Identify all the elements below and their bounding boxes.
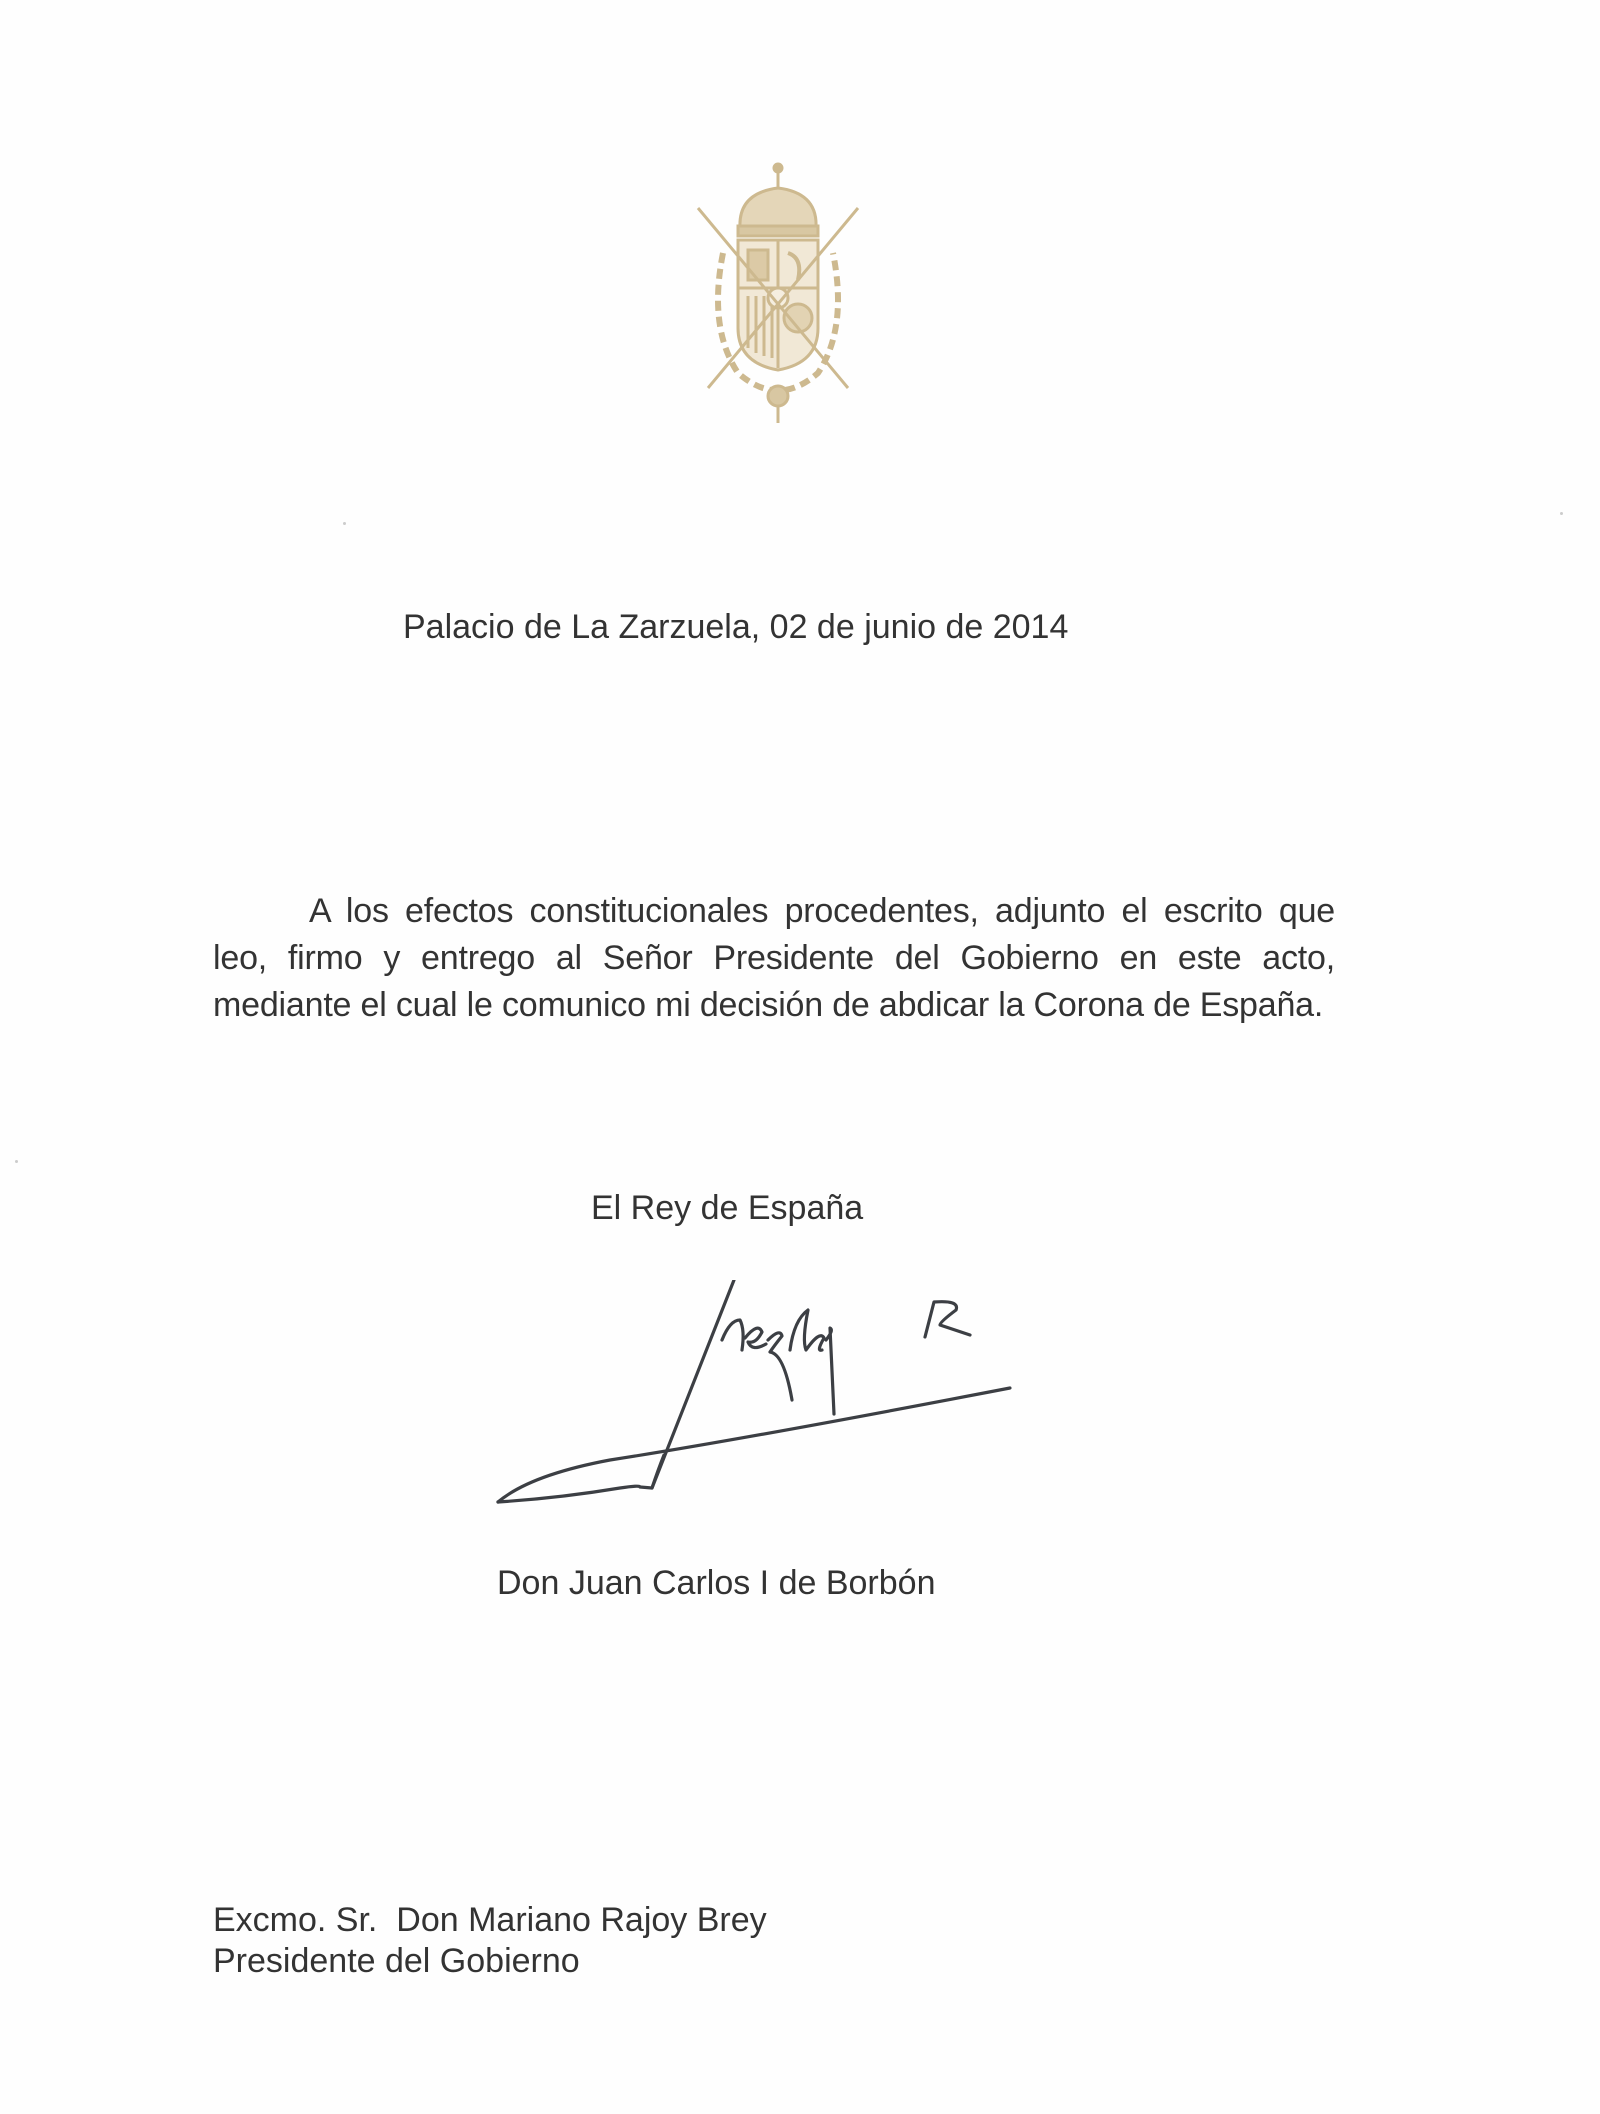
dateline: Palacio de La Zarzuela, 02 de junio de 2014 — [403, 608, 1069, 646]
recipient-position: Presidente del Gobierno — [213, 1942, 580, 1980]
scan-speck — [1560, 512, 1563, 515]
recipient-name: Excmo. Sr. Don Mariano Rajoy Brey — [213, 1901, 767, 1939]
handwritten-signature-icon — [490, 1280, 1060, 1520]
signatory-title: El Rey de España — [591, 1189, 864, 1227]
scan-speck — [343, 522, 346, 525]
recipient-block — [213, 1900, 767, 1982]
signatory-name: Don Juan Carlos I de Borbón — [497, 1564, 936, 1602]
body-paragraph: A los efectos constitucionales procedentes, adjunto el escrito que leo, firmo y entrego al Señor Presidente del Gobierno en este acto, mediante el cual le comunico mi decisión de abdicar la Corona de España. — [213, 892, 1335, 1024]
scan-speck — [15, 1160, 18, 1163]
royal-coat-of-arms-icon — [678, 158, 878, 428]
